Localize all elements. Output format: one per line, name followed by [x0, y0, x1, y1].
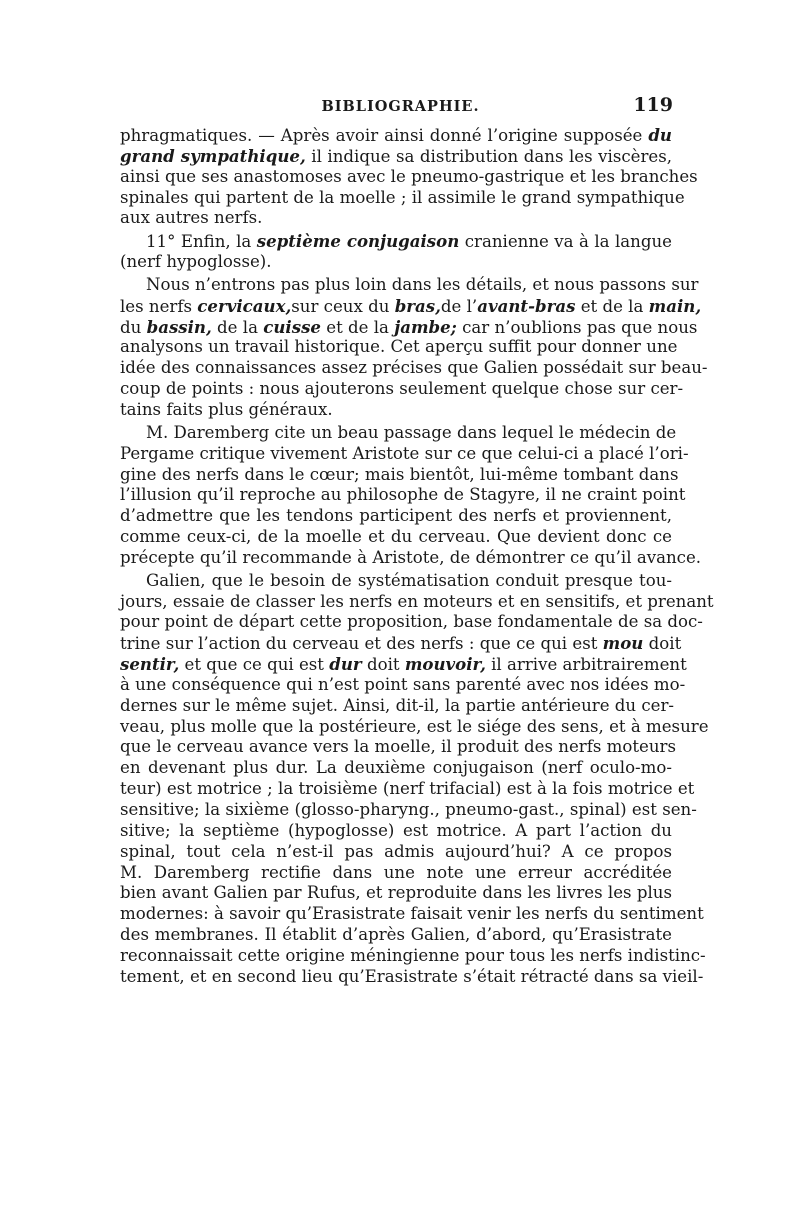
text-run: de la [211, 317, 264, 337]
text-line [120, 295, 702, 317]
paragraph [120, 125, 698, 229]
paragraph [120, 570, 714, 988]
text-line [120, 737, 677, 758]
body-text [120, 125, 714, 988]
italic-term: main, [648, 295, 702, 316]
text-line [120, 379, 684, 400]
text-run: du [120, 317, 147, 337]
text-run: sitive; la septième (hypoglosse) est motrice. A part l’action du [120, 820, 672, 840]
text-line [120, 316, 698, 338]
paragraph [120, 422, 702, 569]
italic-term: cervicaux, [197, 295, 292, 316]
text-line [120, 904, 704, 925]
italic-term: avant-bras [477, 295, 576, 316]
page-number: 119 [633, 94, 673, 116]
text-run: précepte qu’il recommande à Aristote, de démontrer ce qu’il avance. [120, 547, 702, 567]
running-title: BIBLIOGRAPHIE. [321, 98, 480, 115]
text-run: il arrive arbitrairement [485, 655, 687, 675]
text-run: M. Daremberg rectifie dans une note une erreur accréditée [120, 862, 672, 882]
text-run: l’illusion qu’il reproche au philosophe de Stagyre, il ne craint point [120, 485, 686, 505]
text-line [120, 800, 697, 821]
text-line [120, 464, 679, 486]
text-run: de l’ [440, 296, 478, 316]
text-line [120, 527, 672, 548]
italic-term: septième conjugaison [256, 231, 460, 252]
text-run: et de la [575, 296, 649, 316]
paragraph [120, 274, 708, 421]
text-run: dernes sur le même sujet. Ainsi, dit-il, la partie antérieure du cer- [120, 695, 675, 715]
italic-term: dur [329, 654, 362, 675]
text-line [120, 842, 672, 863]
italic-term: mouvoir, [404, 654, 486, 675]
text-line [120, 166, 698, 188]
text-run: veau, plus molle que la postérieure, est le siége des sens, et à mesure [120, 716, 709, 736]
text-run: (nerf hypoglosse). [120, 252, 272, 272]
text-run: tains faits plus généraux. [120, 399, 333, 419]
text-run: cranienne va à la langue [459, 232, 672, 252]
text-line [120, 252, 672, 273]
text-run: Galien, que le besoin de systématisation conduit presque tou- [146, 570, 672, 590]
text-line [120, 716, 709, 738]
text-run: bien avant Galien par Rufus, et reproduite dans les livres les plus [120, 883, 672, 903]
italic-term: sentir, [120, 654, 180, 675]
paragraph [120, 231, 672, 273]
text-run: idée des connaissances assez précises que Galien possédait sur beau- [120, 358, 708, 378]
text-run: tement, et en second lieu qu’Erasistrate s’était rétracté dans sa vieil- [120, 966, 704, 986]
text-line [120, 674, 686, 696]
text-line [120, 966, 704, 988]
text-run: spinal, tout cela n’est-il pas admis aujourd’hui? A ce propos [120, 841, 672, 861]
text-run: que le cerveau avance vers la moelle, il produit des nerfs moteurs [120, 737, 677, 757]
text-run: teur) est motrice ; la troisième (nerf trifacial) est à la fois motrice et [120, 779, 695, 799]
text-run: 11° Enfin, la [146, 232, 257, 252]
text-run: ainsi que ses anastomoses avec le pneumo-gastrique et les branches [120, 166, 698, 186]
text-run: sur ceux du [291, 296, 395, 316]
text-run: phragmatiques. — Après avoir ainsi donné l’origine supposée [120, 126, 649, 145]
text-line [120, 654, 687, 675]
italic-term: mou [602, 633, 644, 654]
italic-term: bras, [394, 295, 441, 316]
text-run: aux autres nerfs. [120, 208, 263, 228]
text-run: modernes: à savoir qu’Erasistrate faisait venir les nerfs du sentiment [120, 904, 704, 924]
text-run: et de la [320, 317, 395, 337]
text-run: analysons un travail historique. Cet aperçu suffit pour donner une [120, 337, 678, 357]
text-run: reconnaissait cette origine méningienne pour tous les nerfs indistinc- [120, 945, 706, 965]
text-run: comme ceux-ci, de la moelle et du cerveau. Que devient donc ce [120, 527, 672, 547]
text-run: d’admettre que les tendons participent des nerfs et proviennent, [120, 506, 672, 526]
text-run: doit [643, 634, 682, 654]
text-run: en devenant plus dur. La deuxième conjugaison (nerf oculo-mo- [120, 758, 672, 778]
text-line [120, 821, 672, 842]
text-line [120, 208, 672, 229]
text-line [120, 422, 677, 444]
italic-term: grand sympathique, [120, 145, 306, 166]
text-line [120, 591, 714, 613]
text-line [120, 443, 689, 465]
text-run: il indique sa distribution dans les viscères, [305, 146, 672, 166]
text-run: des membranes. Il établit d’après Galien, d’abord, qu’Erasistrate [120, 925, 672, 945]
text-line [120, 883, 672, 904]
text-line [120, 358, 708, 379]
text-run: trine sur l’action du cerveau et des nerfs : que ce qui est [120, 634, 603, 654]
text-line [120, 231, 672, 252]
text-run: les nerfs [120, 296, 198, 316]
text-line [120, 146, 672, 167]
text-run: gine des nerfs dans le cœur; mais bientôt, lui-même tombant dans [120, 464, 679, 484]
text-run: pour point de départ cette proposition, base fondamentale de sa doc- [120, 612, 703, 632]
italic-term: cuisse [263, 316, 321, 337]
italic-term: du [648, 125, 672, 145]
text-line [120, 758, 672, 779]
text-line [120, 506, 672, 527]
text-run: à une conséquence qui n’est point sans parenté avec nos idées mo- [120, 674, 686, 694]
text-run: spinales qui partent de la moelle ; il assimile le grand sympathique [120, 187, 685, 207]
text-run: M. Daremberg cite un beau passage dans lequel le médecin de [146, 422, 677, 442]
text-line [120, 571, 672, 592]
italic-term: jambe; [394, 316, 457, 337]
text-line [120, 400, 672, 421]
text-run: coup de points : nous ajouterons seulement quelque chose sur cer- [120, 379, 684, 399]
text-run: doit [361, 655, 405, 675]
text-line [120, 547, 702, 569]
text-run: jours, essaie de classer les nerfs en moteurs et en sensitifs, et prenant [120, 591, 714, 611]
text-line [120, 633, 682, 654]
text-line [120, 337, 678, 358]
text-run: car n’oublions pas que nous [456, 317, 698, 337]
text-line [120, 187, 685, 209]
text-line [120, 945, 706, 967]
text-line [120, 695, 675, 717]
text-run: Nous n’entrons pas plus loin dans les détails, et nous passons sur [146, 274, 699, 294]
text-line [120, 485, 686, 506]
text-line [120, 779, 695, 800]
italic-term: bassin, [146, 316, 212, 337]
text-line [120, 125, 672, 146]
text-run: Pergame critique vivement Aristote sur ce que celui-ci a placé l’ori- [120, 443, 689, 463]
text-line [120, 863, 672, 884]
text-line [120, 925, 672, 946]
running-head [128, 96, 673, 120]
text-run: et que ce qui est [179, 655, 330, 675]
text-run: sensitive; la sixième (glosso-pharyng., pneumo-gast., spinal) est sen- [120, 800, 697, 819]
text-line [120, 274, 699, 296]
text-line [120, 612, 703, 633]
